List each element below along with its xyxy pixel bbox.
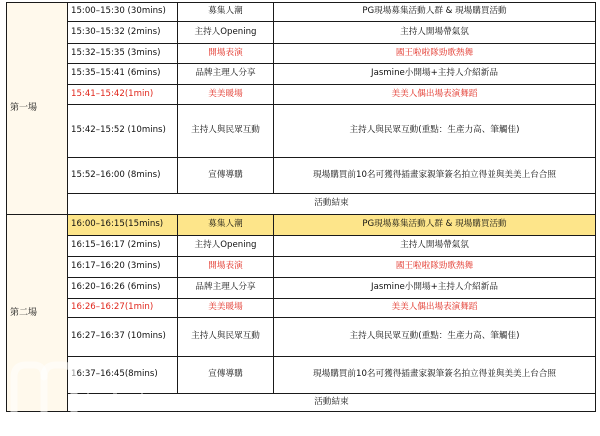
desc-cell: Jasmine小開場+主持人介紹新品	[274, 278, 596, 299]
table-row	[7, 158, 596, 194]
table-row	[7, 394, 596, 412]
item-cell: 宣傳導購	[178, 158, 274, 194]
desc-cell: 美美人偶出場表演舞蹈	[274, 85, 596, 105]
desc-cell: 主持人與民眾互動(重點：生產力高、筆觸佳)	[274, 318, 596, 357]
end-label: 活動結束	[68, 394, 596, 412]
item-cell: 募集人潮	[178, 3, 274, 22]
session-label: 第一場	[7, 3, 68, 215]
item-cell: 主持人與民眾互動	[178, 318, 274, 357]
desc-cell: 主持人與民眾互動(重點：生產力高、筆觸佳)	[274, 105, 596, 158]
table-row	[7, 85, 596, 105]
table-row	[7, 64, 596, 85]
table-row	[7, 278, 596, 299]
table-row	[7, 105, 596, 158]
time-cell: 15:32–15:35 (3mins)	[68, 44, 178, 64]
desc-cell: 現場購買前10名可獲得插畫家親筆簽名拍立得並與美美上台合照	[274, 158, 596, 194]
end-label: 活動結束	[68, 194, 596, 215]
table-row	[7, 44, 596, 64]
item-cell: 品牌主理人分享	[178, 64, 274, 85]
table-row	[7, 215, 596, 236]
table-row	[7, 3, 596, 22]
table-row	[7, 299, 596, 318]
time-cell: 15:42–15:52 (10mins)	[68, 105, 178, 158]
item-cell: 品牌主理人分享	[178, 278, 274, 299]
table-row	[7, 357, 596, 394]
table-row	[7, 257, 596, 278]
item-cell: 美美暖場	[178, 299, 274, 318]
table-row	[7, 236, 596, 257]
desc-cell: 主持人開場帶氣氛	[274, 236, 596, 257]
session-label: 第二場	[7, 215, 68, 412]
desc-cell: Jasmine小開場+主持人介紹新品	[274, 64, 596, 85]
desc-cell: 美美人偶出場表演舞蹈	[274, 299, 596, 318]
time-cell: 15:52–16:00 (8mins)	[68, 158, 178, 194]
time-cell: 16:20–16:26 (6mins)	[68, 278, 178, 299]
desc-cell: 主持人開場帶氣氛	[274, 22, 596, 44]
table-row	[7, 318, 596, 357]
item-cell: 主持人與民眾互動	[178, 105, 274, 158]
time-cell: 16:17–16:20 (3mins)	[68, 257, 178, 278]
time-cell: 16:37–16:45(8mins)	[68, 357, 178, 394]
time-cell: 16:26–16:27(1min)	[68, 299, 178, 318]
time-cell: 15:30–15:32 (2mins)	[68, 22, 178, 44]
time-cell: 15:35–15:41 (6mins)	[68, 64, 178, 85]
item-cell: 美美暖場	[178, 85, 274, 105]
schedule-table	[6, 2, 596, 412]
item-cell: 開場表演	[178, 257, 274, 278]
desc-cell: PG現場募集活動人群 & 現場購買活動	[274, 3, 596, 22]
time-cell: 16:00–16:15(15mins)	[68, 215, 178, 236]
time-cell: 16:15–16:17 (2mins)	[68, 236, 178, 257]
table-row	[7, 194, 596, 215]
time-cell: 15:00–15:30 (30mins)	[68, 3, 178, 22]
item-cell: 宣傳導購	[178, 357, 274, 394]
item-cell: 主持人Opening	[178, 236, 274, 257]
item-cell: 募集人潮	[178, 215, 274, 236]
item-cell: 開場表演	[178, 44, 274, 64]
time-cell: 16:27–16:37 (10mins)	[68, 318, 178, 357]
table-row	[7, 22, 596, 44]
item-cell: 主持人Opening	[178, 22, 274, 44]
desc-cell: PG現場募集活動人群 & 現場購買活動	[274, 215, 596, 236]
time-cell: 15:41–15:42(1min)	[68, 85, 178, 105]
desc-cell: 現場購買前10名可獲得插畫家親筆簽名拍立得並與美美上台合照	[274, 357, 596, 394]
desc-cell: 國王啦啦隊勁歌熱舞	[274, 257, 596, 278]
desc-cell: 國王啦啦隊勁歌熱舞	[274, 44, 596, 64]
